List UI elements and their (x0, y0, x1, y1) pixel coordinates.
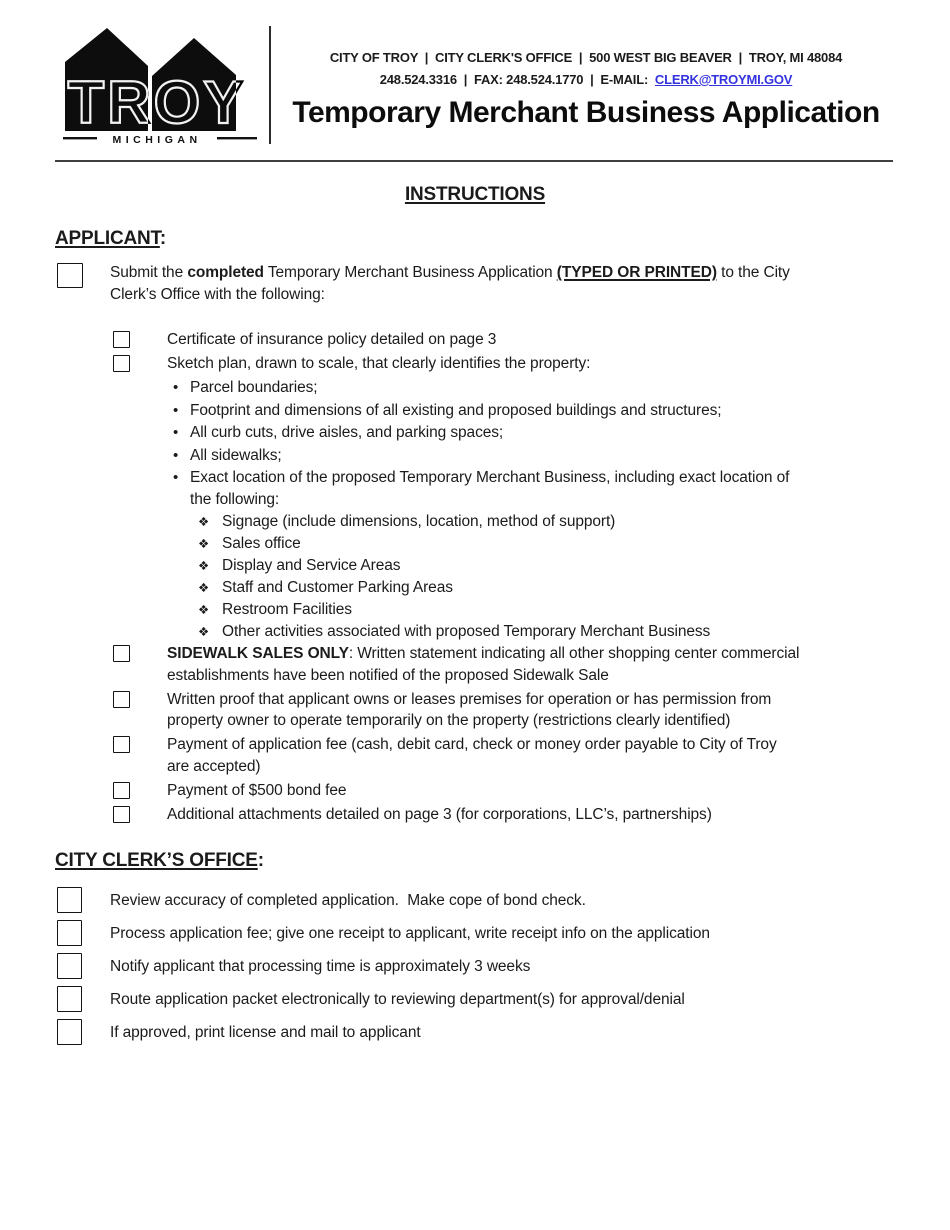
item-text: If approved, print license and mail to applicant (110, 1024, 421, 1041)
checklist-item-process-fee (55, 920, 893, 946)
item-text: SIDEWALK SALES ONLY: Written statement indicating all other shopping center commercial establishments have been notified of the proposed Sidewalk Sale (167, 645, 800, 684)
item-text: Staff and Customer Parking Areas (222, 579, 453, 596)
checklist-item-review-accuracy (55, 887, 893, 913)
checkbox[interactable] (113, 645, 130, 662)
bullet-icon: • (173, 379, 179, 396)
diamond-item-sales-office (55, 533, 893, 555)
checklist-item-additional-attachments (55, 804, 893, 826)
checkbox[interactable] (113, 806, 130, 823)
item-text: Written proof that applicant owns or leases premises for operation or has permission from property owner to operate temporarily on the property (restrictions clearly identified) (167, 690, 772, 729)
item-text: Additional attachments detailed on page 3 (for corporations, LLC’s, partnerships) (167, 805, 712, 823)
bullet-item-footprint (55, 400, 893, 422)
item-text: Other activities associated with proposed Temporary Merchant Business (222, 623, 711, 640)
diamond-item-restroom-facilities (55, 599, 893, 621)
checklist-item-submit-application (55, 262, 893, 305)
item-text: Sketch plan, drawn to scale, that clearly identifies the property: (167, 355, 591, 372)
item-text: Payment of $500 bond fee (167, 781, 347, 799)
item-text: Notify applicant that processing time is approximately 3 weeks (110, 958, 531, 975)
item-text: Route application packet electronically to reviewing department(s) for approval/denial (110, 991, 685, 1008)
logo-subtext: MICHIGAN (112, 134, 202, 146)
clerk-checklist (0, 887, 950, 1045)
item-text: Signage (include dimensions, location, method of support) (222, 513, 616, 530)
diamond-icon: ❖ (198, 624, 210, 639)
item-text: Process application fee; give one receipt to applicant, write receipt info on the application (110, 925, 710, 942)
troy-logo-graphic (55, 24, 263, 146)
header-text-block (279, 24, 893, 146)
diamond-icon: ❖ (198, 580, 210, 595)
bullet-icon: • (173, 401, 179, 419)
checklist-item-print-license (55, 1019, 893, 1045)
item-text: Parcel boundaries; (190, 379, 318, 396)
item-text: Exact location of the proposed Temporary Merchant Business, including exact location of the following: (190, 469, 790, 508)
diamond-item-signage (55, 511, 893, 533)
instructions-heading-text: INSTRUCTIONS (404, 184, 546, 205)
diamond-item-display-service-areas (55, 555, 893, 577)
header-divider (269, 26, 271, 144)
item-text: Submit the completed Temporary Merchant Business Application (TYPED OR PRINTED) to the City Clerk’s Office with the following: (110, 264, 790, 303)
bullet-item-exact-location (55, 467, 893, 510)
diamond-icon: ❖ (198, 536, 210, 551)
item-text: All curb cuts, drive aisles, and parking spaces; (190, 424, 504, 441)
diamond-icon: ❖ (198, 558, 210, 573)
item-text: Footprint and dimensions of all existing and proposed buildings and structures; (190, 401, 722, 419)
logo-wordmark: TROY (67, 69, 247, 136)
email-link[interactable]: CLERK@TROYMI.GOV (654, 72, 793, 87)
logo-rule-right (217, 137, 257, 139)
bullet-icon: • (173, 469, 179, 486)
item-text: Review accuracy of completed application. Make cope of bond check. (110, 892, 586, 909)
bullet-item-sidewalks (55, 445, 893, 467)
checkbox[interactable] (57, 953, 82, 979)
diamond-item-other-activities (55, 621, 893, 643)
checkbox[interactable] (113, 736, 130, 753)
checklist-item-notify-applicant (55, 953, 893, 979)
diamond-icon: ❖ (198, 602, 210, 617)
bullet-item-curb-cuts (55, 422, 893, 444)
checkbox[interactable] (113, 782, 130, 799)
bullet-icon: • (173, 446, 179, 464)
bullet-icon: • (173, 424, 179, 441)
item-text: Certificate of insurance policy detailed on page 3 (167, 331, 497, 348)
contact-line-2-text: 248.524.3316 | FAX: 248.524.1770 | E-MAIL: (379, 72, 655, 87)
checklist-item-application-fee (55, 734, 893, 777)
item-text: Restroom Facilities (222, 601, 352, 618)
item-text: Payment of application fee (cash, debit card, check or money order payable to City of Troy are accepted) (167, 736, 777, 775)
checklist-item-sidewalk-sales-only (55, 643, 893, 686)
checkbox[interactable] (57, 1019, 82, 1045)
checkbox[interactable] (57, 920, 82, 946)
checkbox[interactable] (113, 691, 130, 708)
applicant-checklist (0, 262, 950, 825)
item-text: All sidewalks; (190, 446, 282, 464)
logo-rule-left (63, 137, 97, 139)
checkbox[interactable] (57, 263, 83, 288)
checklist-item-bond-fee (55, 780, 893, 802)
troy-logo (55, 24, 269, 146)
item-text: Display and Service Areas (222, 557, 401, 574)
instructions-heading (0, 184, 950, 206)
checkbox[interactable] (113, 331, 130, 348)
applicant-section-heading: APPLICANT: (55, 228, 166, 249)
checkbox[interactable] (57, 986, 82, 1012)
checklist-item-certificate-of-insurance (55, 329, 893, 351)
checklist-item-written-proof (55, 689, 893, 732)
document-title: Temporary Merchant Business Application (292, 96, 880, 129)
contact-line-1: CITY OF TROY | CITY CLERK'S OFFICE | 500 WEST BIG BEAVER | TROY, MI 48084 (329, 50, 843, 65)
checkbox[interactable] (57, 887, 82, 913)
checkbox[interactable] (113, 355, 130, 372)
diamond-icon: ❖ (198, 514, 210, 529)
bullet-item-parcel-boundaries (55, 377, 893, 399)
diamond-item-parking-areas (55, 577, 893, 599)
checklist-item-route-packet (55, 986, 893, 1012)
item-text: Sales office (222, 535, 301, 552)
contact-line-2 (380, 72, 792, 88)
checklist-item-sketch-plan (55, 353, 893, 375)
header (55, 0, 893, 162)
clerk-section-heading: CITY CLERK’S OFFICE: (55, 850, 264, 871)
